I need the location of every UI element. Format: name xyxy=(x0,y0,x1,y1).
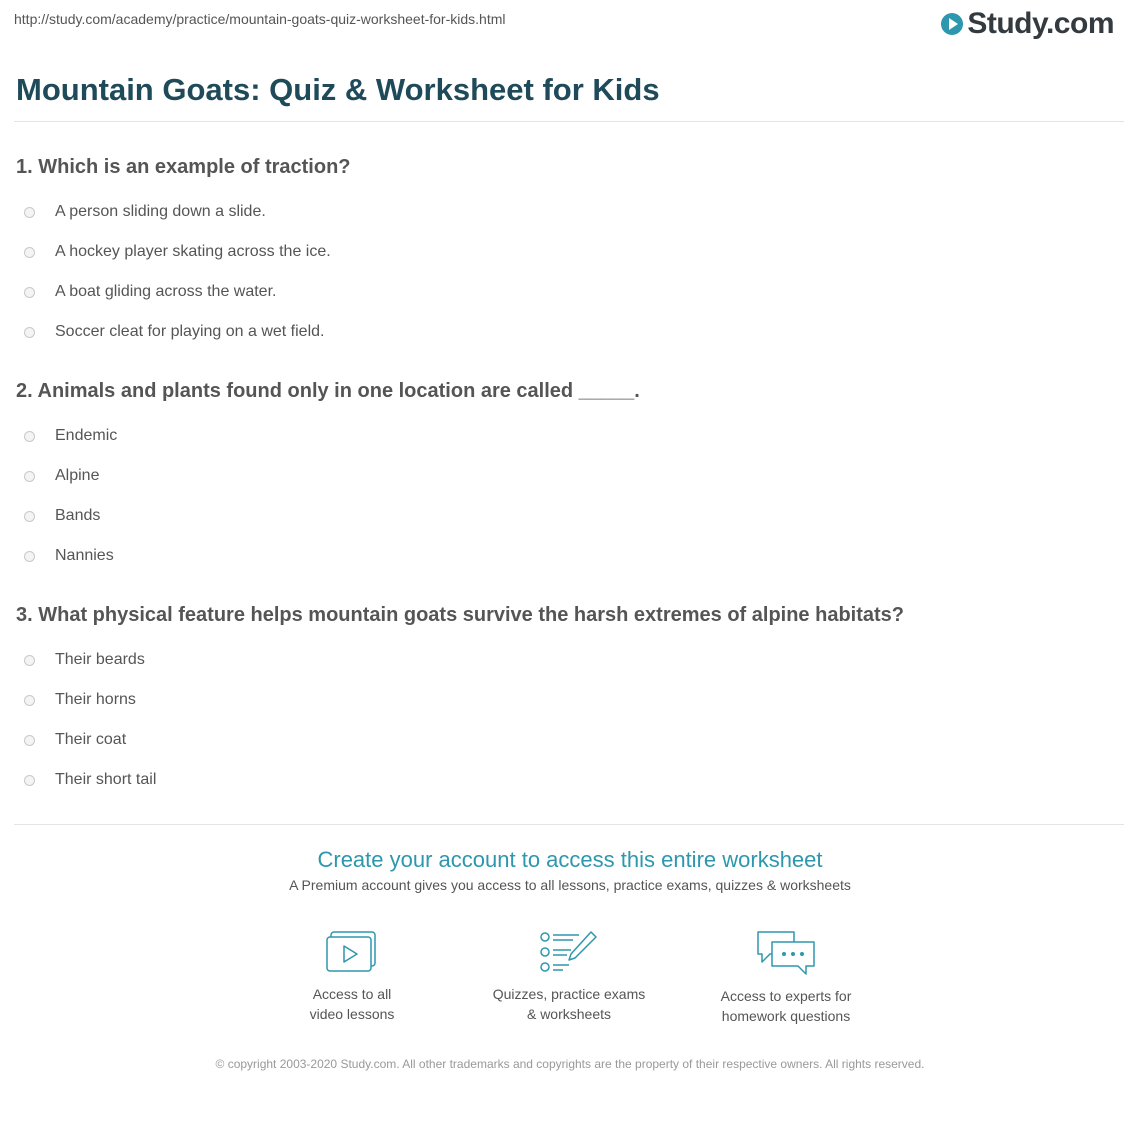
answer-option[interactable] xyxy=(16,232,1126,272)
radio-button[interactable] xyxy=(24,551,35,562)
radio-button[interactable] xyxy=(24,327,35,338)
answer-label: A boat gliding across the water. xyxy=(55,283,277,300)
feature-label-line: Access to experts for xyxy=(720,988,852,1004)
radio-button[interactable] xyxy=(24,655,35,666)
question-text: 1. Which is an example of traction? xyxy=(16,156,351,178)
feature-label xyxy=(686,986,886,1026)
answer-option[interactable] xyxy=(16,720,1126,760)
video-lesson-icon xyxy=(325,930,379,974)
page-title: Mountain Goats: Quiz & Worksheet for Kids xyxy=(16,72,660,107)
radio-button[interactable] xyxy=(24,695,35,706)
feature-quizzes xyxy=(469,930,669,1024)
copyright-notice: © copyright 2003-2020 Study.com. All other trademarks and copyrights are the property of their respective owners. All rights reserved. xyxy=(215,1057,925,1071)
cta-subtitle: A Premium account gives you access to all lessons, practice exams, quizzes & worksheets xyxy=(289,877,851,893)
answer-option[interactable] xyxy=(16,760,1126,800)
answer-label: Nannies xyxy=(55,547,114,564)
answer-option[interactable] xyxy=(16,456,1126,496)
answer-option[interactable] xyxy=(16,272,1126,312)
answer-label: Their beards xyxy=(55,651,145,668)
quiz-checklist-icon xyxy=(539,930,599,974)
answer-option[interactable] xyxy=(16,496,1126,536)
answer-label: A person sliding down a slide. xyxy=(55,203,266,220)
answer-option[interactable] xyxy=(16,192,1126,232)
answer-label: Alpine xyxy=(55,467,100,484)
feature-label-line: homework questions xyxy=(721,1008,851,1024)
answer-option[interactable] xyxy=(16,536,1126,576)
question-text: 2. Animals and plants found only in one location are called _____. xyxy=(16,380,640,402)
play-circle-icon xyxy=(941,13,963,35)
feature-experts xyxy=(686,930,886,1026)
radio-button[interactable] xyxy=(24,431,35,442)
question-2 xyxy=(16,378,1126,576)
feature-label-line: Quizzes, practice exams xyxy=(492,986,646,1002)
radio-button[interactable] xyxy=(24,247,35,258)
answer-option[interactable] xyxy=(16,640,1126,680)
study-logo[interactable] xyxy=(941,8,1114,40)
question-1 xyxy=(16,154,1126,352)
radio-button[interactable] xyxy=(24,775,35,786)
title-divider xyxy=(14,121,1124,122)
answer-option[interactable] xyxy=(16,312,1126,352)
answer-label: A hockey player skating across the ice. xyxy=(55,243,331,260)
feature-label xyxy=(252,984,452,1024)
answer-label: Bands xyxy=(55,507,101,524)
chat-bubbles-icon xyxy=(754,930,818,976)
radio-button[interactable] xyxy=(24,207,35,218)
page-url: http://study.com/academy/practice/mountain-goats-quiz-worksheet-for-kids.html xyxy=(14,11,506,27)
feature-label-line: Access to all xyxy=(312,986,392,1002)
radio-button[interactable] xyxy=(24,287,35,298)
cta-title-link[interactable]: Create your account to access this entire worksheet xyxy=(317,847,823,872)
feature-label-line: video lessons xyxy=(309,1006,395,1022)
page-header xyxy=(0,0,1140,50)
answer-label: Their horns xyxy=(55,691,136,708)
feature-label xyxy=(469,984,669,1024)
answer-option[interactable] xyxy=(16,416,1126,456)
section-divider xyxy=(14,824,1124,825)
question-3 xyxy=(16,602,1126,800)
answer-label: Their short tail xyxy=(55,771,157,788)
answer-option[interactable] xyxy=(16,680,1126,720)
feature-video-lessons xyxy=(252,930,452,1024)
signup-cta xyxy=(0,845,1140,893)
question-text: 3. What physical feature helps mountain goats survive the harsh extremes of alpine habitats? xyxy=(16,604,905,626)
answer-label: Soccer cleat for playing on a wet field. xyxy=(55,323,325,340)
answer-label: Their coat xyxy=(55,731,127,748)
radio-button[interactable] xyxy=(24,511,35,522)
feature-label-line: & worksheets xyxy=(526,1006,612,1022)
answer-label: Endemic xyxy=(55,427,118,444)
logo-text: Study.com xyxy=(967,7,1114,40)
radio-button[interactable] xyxy=(24,735,35,746)
radio-button[interactable] xyxy=(24,471,35,482)
